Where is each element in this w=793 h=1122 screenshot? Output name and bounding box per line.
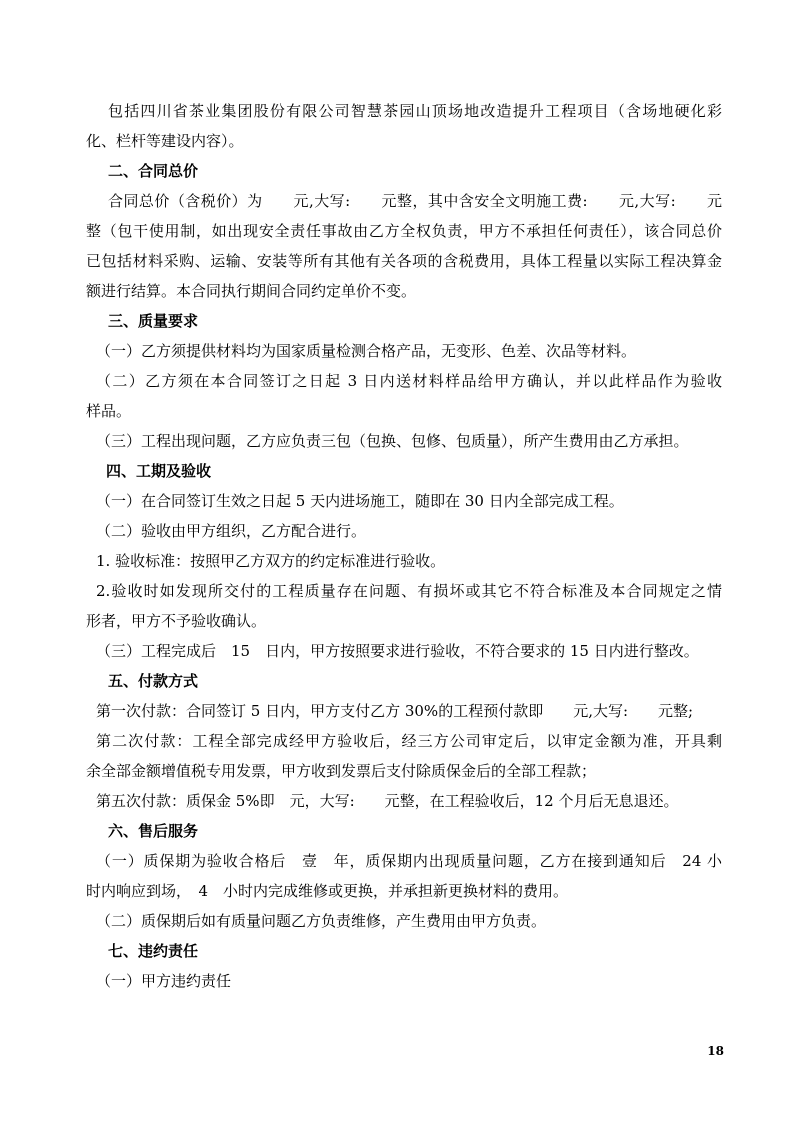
intro-line-1: 包括四川省茶业集团股份有限公司智慧茶园山顶场地改造提升工程项目（含场地硬化彩 xyxy=(108,102,722,120)
contract-price-line-1: 合同总价（含税价）为 元,大写: 元整，其中含安全文明施工费: 元,大写: 元 xyxy=(108,192,722,210)
after-sales-item-2: （二）质保期后如有质量问题乙方负责维修，产生费用由甲方负责。 xyxy=(96,912,547,930)
quality-item-3: （三）工程出现问题，乙方应负责三包（包换、包修、包质量），所产生费用由乙方承担。 xyxy=(96,432,689,450)
contract-price-line-3: 已包括材料采购、运输、安装等所有其他有关各项的含税费用，具体工程量以实际工程决算金 xyxy=(86,252,722,270)
section-title-quality: 三、质量要求 xyxy=(108,312,199,330)
section-title-schedule: 四、工期及验收 xyxy=(106,462,212,480)
acceptance-sub-1: 1. 验收标准：按照甲乙方双方的约定标准进行验收。 xyxy=(96,552,446,570)
schedule-item-3: （三）工程完成后 15 日内，甲方按照要求进行验收，不符合要求的 15 日内进行整改。 xyxy=(96,642,699,660)
section-title-contract-price: 二、合同总价 xyxy=(108,162,199,180)
section-title-payment: 五、付款方式 xyxy=(108,672,199,690)
acceptance-sub-2-line-1: 2.验收时如发现所交付的工程质量存在问题、有损坏或其它不符合标准及本合同规定之情 xyxy=(96,582,722,600)
quality-item-2-line-1: （二）乙方须在本合同签订之日起 3 日内送材料样品给甲方确认，并以此样品作为验收 xyxy=(96,372,722,390)
payment-fifth: 第五次付款：质保金 5%即 元，大写: 元整，在工程验收后，12 个月后无息退还。 xyxy=(96,792,679,810)
intro-line-2: 化、栏杆等建设内容）。 xyxy=(86,132,244,150)
breach-item-1: （一）甲方违约责任 xyxy=(96,972,232,990)
contract-price-line-2: 整（包干使用制，如出现安全责任事故由乙方全权负责，甲方不承担任何责任），该合同总价 xyxy=(86,222,722,240)
payment-first: 第一次付款：合同签订 5 日内，甲方支付乙方 30%的工程预付款即 元,大写: 元整; xyxy=(96,702,694,720)
schedule-item-2: （二）验收由甲方组织，乙方配合进行。 xyxy=(96,522,367,540)
section-title-breach: 七、违约责任 xyxy=(108,942,199,960)
section-title-after-sales: 六、售后服务 xyxy=(108,822,199,840)
contract-price-line-4: 额进行结算。本合同执行期间合同约定单价不变。 xyxy=(86,282,417,300)
payment-second-line-2: 余全部金额增值税专用发票，甲方收到发票后支付除质保金后的全部工程款； xyxy=(86,762,597,780)
quality-item-1: （一）乙方须提供材料均为国家质量检测合格产品，无变形、色差、次品等材料。 xyxy=(96,342,637,360)
schedule-item-1: （一）在合同签订生效之日起 5 天内进场施工，随即在 30 日内全部完成工程。 xyxy=(96,492,624,510)
after-sales-item-1-line-2: 时内响应到场， 4 小时内完成维修或更换，并承担新更换材料的费用。 xyxy=(86,882,569,900)
payment-second-line-1: 第二次付款：工程全部完成经甲方验收后，经三方公司审定后，以审定金额为准，开具剩 xyxy=(96,732,722,750)
quality-item-2-line-2: 样品。 xyxy=(86,402,132,420)
page-number: 18 xyxy=(707,1044,724,1058)
document-body xyxy=(86,96,722,996)
acceptance-sub-2-line-2: 形者，甲方不予验收确认。 xyxy=(86,612,267,630)
after-sales-item-1-line-1: （一）质保期为验收合格后 壹 年，质保期内出现质量问题，乙方在接到通知后 24 小 xyxy=(96,852,722,870)
